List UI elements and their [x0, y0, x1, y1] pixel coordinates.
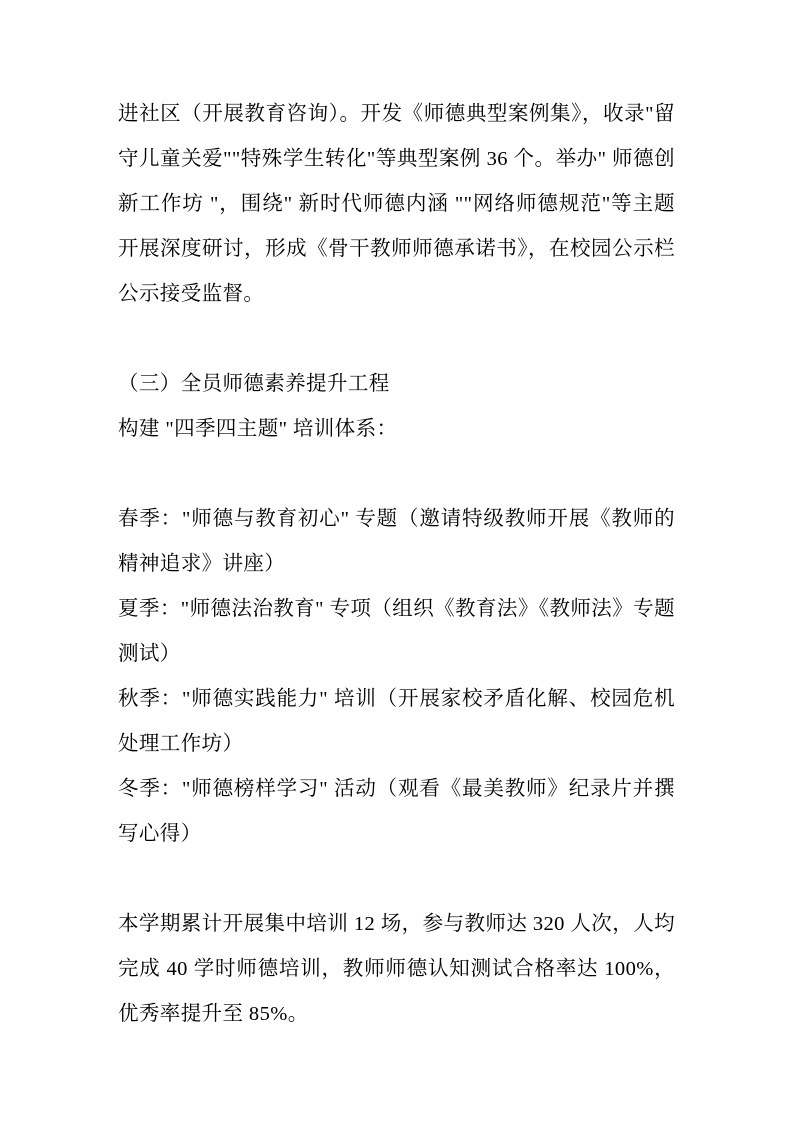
paragraph-winter: 冬季："师德榜样学习" 活动（观看《最美教师》纪录片并撰写心得） — [118, 778, 675, 845]
paragraph: 构建 "四季四主题" 培训体系： — [118, 418, 398, 440]
section-heading: （三）全员师德素养提升工程 — [118, 373, 390, 395]
paragraph-summary: 本学期累计开展集中培训 12 场，参与教师达 320 人次，人均完成 40 学时师德培训，教师师德认知测试合格率达 100%，优秀率提升至 85%。 — [118, 913, 675, 1025]
blank-line — [118, 857, 675, 902]
paragraph-spring: 春季："师德与教育初心" 专题（邀请特级教师开展《教师的精神追求》讲座） — [118, 508, 675, 575]
blank-line — [118, 452, 675, 497]
document-body — [118, 92, 675, 1037]
paragraph-autumn: 秋季："师德实践能力" 培训（开展家校矛盾化解、校园危机处理工作坊） — [118, 688, 675, 755]
blank-line — [118, 317, 675, 362]
paragraph-summer: 夏季："师德法治教育" 专项（组织《教育法》《教师法》专题测试） — [118, 598, 675, 665]
paragraph: 进社区（开展教育咨询）。开发《师德典型案例集》，收录"留守儿童关爱""特殊学生转化"等典型案例 36 个。举办" 师德创新工作坊 "，围绕" 新时代师德内涵 ""网络师德规范"等主题开展深度研讨，形成《骨干教师师德承诺书》，在校园公示栏公示接受监督。 — [118, 103, 675, 305]
